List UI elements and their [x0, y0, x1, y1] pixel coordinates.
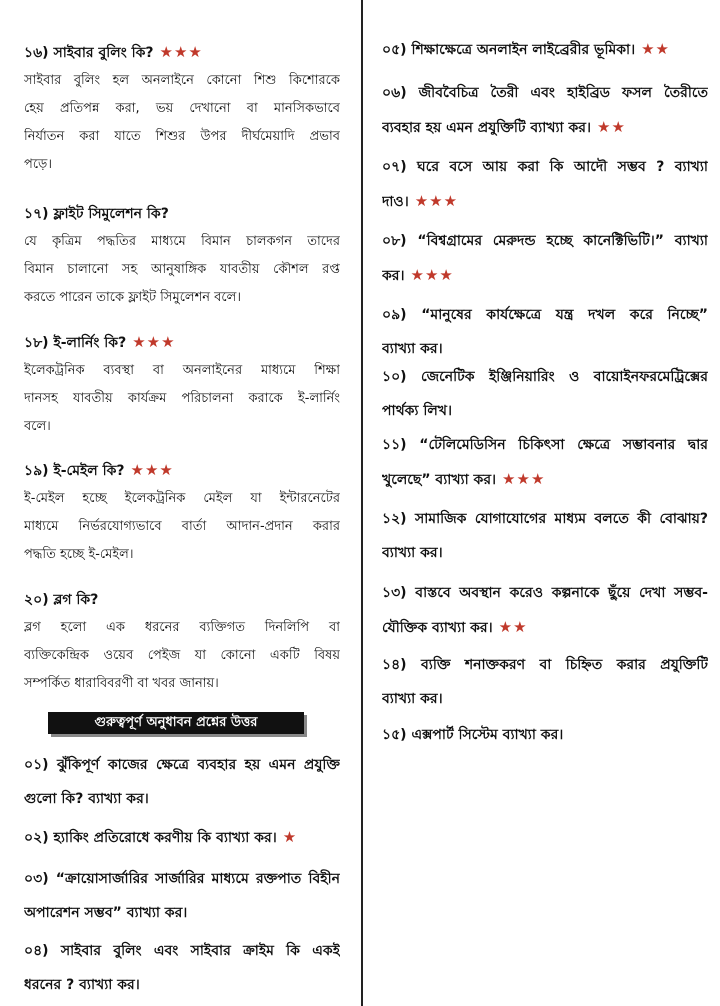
importance-stars: ★★★: [159, 43, 203, 61]
importance-stars: ★★: [498, 618, 528, 636]
question-title: ১৭) ফ্লাইট সিমুলেশন কি?: [24, 206, 169, 222]
question-16: [24, 38, 340, 179]
understanding-question-15: ১৫) এক্সপার্ট সিস্টেম ব্যাখ্যা কর।: [382, 727, 564, 743]
importance-stars: ★★: [641, 40, 671, 58]
answer-text: ইলেকট্রনিক ব্যবস্থা বা অনলাইনের মাধ্যমে শিক্ষা দানসহ যাবতীয় কার্যক্রম পরিচালনা করাকে ই-লার্নিং বলে।: [24, 363, 340, 434]
answer-text: ই-মেইল হচ্ছে ইলেকট্রনিক মেইল যা ইন্টারনেটের মাধ্যমে নির্ভরযোগ্যভাবে বার্তা আদান-প্রদান করার পদ্ধতি হচ্ছে ই-মেইল।: [24, 491, 340, 562]
importance-stars: ★: [282, 828, 298, 846]
understanding-question-13: ১৩) বাস্তবে অবস্থান করেও কল্পনাকে ছুঁয়ে দেখা সম্ভব- যৌক্তিক ব্যাখ্যা কর। ★★: [382, 585, 708, 636]
importance-stars: ★★★: [132, 333, 176, 351]
understanding-question-08: ০৮) “বিশ্বগ্রামের মেরুদন্ড হচ্ছে কানেক্টিভিটি।” ব্যাখ্যা কর। ★★★: [382, 233, 708, 284]
answer-text: ব্লগ হলো এক ধরনের ব্যক্তিগত দিনলিপি বা ব্যক্তিকেন্দ্রিক ওয়েব পেইজ যা কোনো একটি বিষয় সম্পর্কিত ধারাবিবরণী বা খবর জানায়।: [24, 620, 340, 691]
question-17: [24, 200, 340, 312]
understanding-question-12: ১২) সামাজিক যোগাযোগের মাধ্যম বলতে কী বোঝায়? ব্যাখ্যা কর।: [382, 511, 708, 561]
understanding-question-06: ০৬) জীববৈচিত্র তৈরী এবং হাইব্রিড ফসল তৈরীতে ব্যবহার হয় এমন প্রযুক্তিটি ব্যাখ্যা কর। ★★: [382, 85, 708, 136]
importance-stars: ★★★: [130, 461, 174, 479]
understanding-question-02: ০২) হ্যাকিং প্রতিরোধে করণীয় কি ব্যাখ্যা কর। ★: [24, 828, 298, 846]
question-18: [24, 328, 340, 441]
understanding-question-09: ০৯) “মানুষের কার্যক্ষেত্রে যন্ত্র দখল করে নিচ্ছে” ব্যাখ্যা কর।: [382, 307, 708, 357]
understanding-question-07: ০৭) ঘরে বসে আয় করা কি আদৌ সম্ভব ? ব্যাখ্যা দাও। ★★★: [382, 159, 708, 210]
section-banner: গুরুত্বপূর্ণ অনুধাবন প্রশ্নের উত্তর: [48, 712, 304, 734]
question-20: [24, 586, 340, 698]
question-title: ২০) ব্লগ কি?: [24, 592, 99, 608]
understanding-question-10: ১০) জেনেটিক ইঞ্জিনিয়ারিং ও বায়োইনফরমেট্রিক্সের পার্থক্য লিখ।: [382, 369, 708, 419]
understanding-question-14: ১৪) ব্যক্তি শনাক্তকরণ বা চিহ্নিত করার প্রযুক্তিটি ব্যাখ্যা কর।: [382, 657, 708, 707]
question-title: ১৯) ই-মেইল কি? ★★★: [24, 461, 174, 479]
understanding-question-04: ০৪) সাইবার বুলিং এবং সাইবার ক্রাইম কি একই ধরনের ? ব্যাখ্যা কর।: [24, 943, 340, 993]
importance-stars: ★★★: [410, 266, 454, 284]
column-divider: [361, 0, 363, 1006]
answer-text: সাইবার বুলিং হল অনলাইনে কোনো শিশু কিশোরকে হেয় প্রতিপন্ন করা, ভয় দেখানো বা মানসিকভাবে নির্যাতন করা যাতে শিশুর উপর দীর্ঘমেয়াদি প্রভাব পড়ে।: [24, 73, 340, 172]
understanding-question-11: ১১) “টেলিমেডিসিন চিকিৎসা ক্ষেত্রে সম্ভাবনার দ্বার খুলেছে” ব্যাখ্যা কর। ★★★: [382, 437, 708, 488]
understanding-question-05: ০৫) শিক্ষাক্ষেত্রে অনলাইন লাইব্রেরীর ভূমিকা। ★★: [382, 40, 671, 58]
understanding-question-03: ০৩) “ক্রায়োসার্জারির সার্জারির মাধ্যমে রক্তপাত বিহীন অপারেশন সম্ভব” ব্যাখ্যা কর।: [24, 871, 340, 921]
importance-stars: ★★★: [502, 470, 546, 488]
question-19: [24, 456, 340, 569]
question-title: ১৮) ই-লার্নিং কি? ★★★: [24, 333, 176, 351]
importance-stars: ★★★: [414, 192, 459, 210]
answer-text: যে কৃত্রিম পদ্ধতির মাধ্যমে বিমান চালকগন তাদের বিমান চালানো সহ আনুষাঙ্গিক যাবতীয় কৌশল রপ্ত করতে পারেন তাকে ফ্লাইট সিমুলেশন বলে।: [24, 234, 340, 305]
question-title: ১৬) সাইবার বুলিং কি? ★★★: [24, 43, 203, 61]
understanding-question-01: ০১) ঝুঁকিপূর্ণ কাজের ক্ষেত্রে ব্যবহার হয় এমন প্রযুক্তি গুলো কি? ব্যাখ্যা কর।: [24, 757, 340, 807]
importance-stars: ★★: [597, 118, 626, 136]
